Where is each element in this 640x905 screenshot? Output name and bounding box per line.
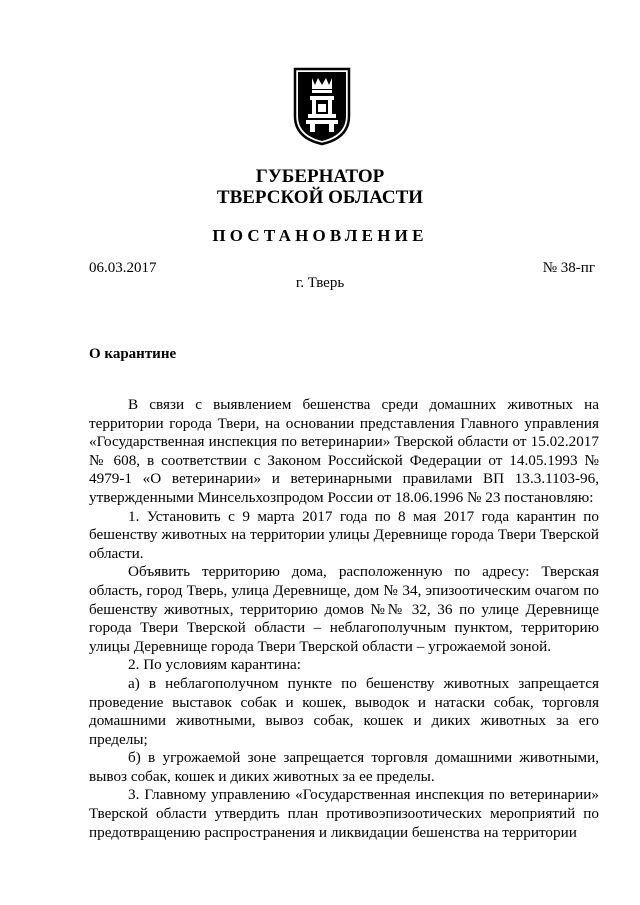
document-number: № 38-пг bbox=[542, 260, 595, 276]
document-subject: О карантине bbox=[89, 346, 177, 362]
paragraph: б) в угрожаемой зоне запрещается торговля домашними животными, вывоз собак, кошек и диких животных за ее пределы. bbox=[89, 749, 599, 785]
coat-of-arms-icon bbox=[292, 66, 352, 146]
paragraph: 3. Главному управлению «Государственная инспекция по ветеринарии» Тверской области утвердить план противоэпизоотических мероприятий по предотвращению распространения и ликвидации бешенства на территории bbox=[89, 786, 599, 841]
paragraph: а) в неблагополучном пункте по бешенству животных запрещается проведение выставок собак и кошек, выводок и натаски собак, торговля домашними животными, вывоз собак, кошек и диких животных за его пределы; bbox=[89, 674, 599, 748]
document-city: г. Тверь bbox=[295, 275, 345, 291]
paragraph: 1. Установить с 9 марта 2017 года по 8 мая 2017 года карантин по бешенству животных на территории улицы Деревнище города Твери Тверской области. bbox=[89, 507, 599, 562]
document-date: 06.03.2017 bbox=[89, 260, 157, 276]
document-type: ПОСТАНОВЛЕНИЕ bbox=[212, 226, 428, 245]
issuer-region: ТВЕРСКОЙ ОБЛАСТИ bbox=[216, 187, 424, 208]
paragraph: 2. По условиям карантина: bbox=[128, 656, 301, 674]
document-body bbox=[89, 396, 599, 842]
paragraph: В связи с выявлением бешенства среди домашних животных на территории города Твери, на основании представления Главного управления «Государственная инспекция по ветеринарии» Тверской области от 15.02.2017 № 608, в соответствии с Законом Российской Федерации от 14.05.1993 № 4979-1 «О ветеринарии» и ветеринарными правилами ВП 13.3.1103-96, утвержденными Минсельхозпродом России от 18.06.1996 № 23 постановляю: bbox=[89, 396, 599, 506]
issuer-title: ГУБЕРНАТОР bbox=[255, 166, 385, 187]
paragraph: Объявить территорию дома, расположенную по адресу: Тверская область, город Тверь, улица Деревнище, дом № 34, эпизоотическим очагом по бешенству животных, территорию домов №№ 32, 36 по улице Деревнище города Твери Тверской области – неблагополучным пунктом, территорию улицы Деревнище города Твери Тверской области – угрожаемой зоной. bbox=[89, 563, 599, 655]
